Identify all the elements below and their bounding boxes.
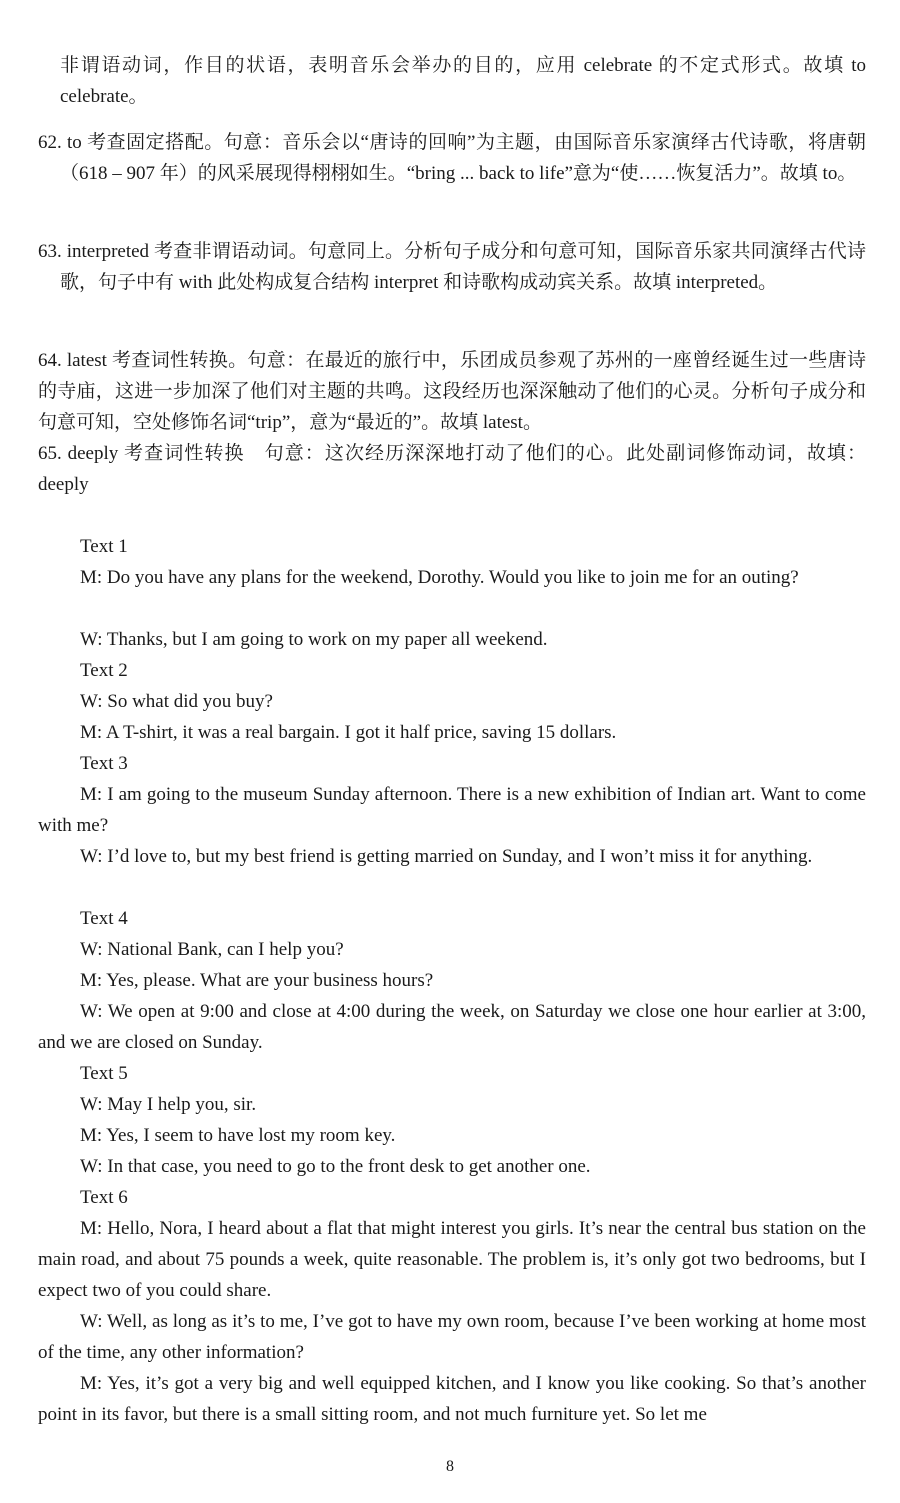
answer-61-continuation: 非谓语动词，作目的状语，表明音乐会举办的目的，应用 celebrate 的不定式形式。故填 to celebrate。 — [60, 55, 866, 107]
text-2-line-2: M: A T-shirt, it was a real bargain. I got it half price, saving 15 dollars. — [80, 722, 617, 743]
text-4-label: Text 4 — [80, 908, 128, 929]
text-5-label: Text 5 — [80, 1063, 128, 1084]
text-2-label: Text 2 — [80, 660, 128, 681]
text-5-line-1: W: May I help you, sir. — [80, 1094, 257, 1115]
text-6-label: Text 6 — [80, 1187, 128, 1208]
text-3-line-2: W: I’d love to, but my best friend is getting married on Sunday, and I won’t miss it for anything. — [80, 846, 813, 867]
text-1-line-1: M: Do you have any plans for the weekend, Dorothy. Would you like to join me for an outing? — [80, 567, 799, 588]
text-1-label: Text 1 — [80, 536, 128, 557]
answer-65: 65. deeply 考查词性转换 句意：这次经历深深地打动了他们的心。此处副词修饰动词，故填：deeply — [38, 443, 866, 495]
text-1-line-2: W: Thanks, but I am going to work on my paper all weekend. — [80, 629, 548, 650]
answer-64: 64. latest 考查词性转换。句意：在最近的旅行中，乐团成员参观了苏州的一座曾经诞生过一些唐诗的寺庙，这进一步加深了他们对主题的共鸣。这段经历也深深触动了他们的心灵。分析句子成分和句意可知，空处修饰名词“trip”，意为“最近的”。故填 latest。 — [38, 350, 866, 433]
text-4-line-2: M: Yes, please. What are your business hours? — [80, 970, 434, 991]
text-4-line-1: W: National Bank, can I help you? — [80, 939, 344, 960]
text-5-line-3: W: In that case, you need to go to the front desk to get another one. — [80, 1156, 591, 1177]
text-2-line-1: W: So what did you buy? — [80, 691, 273, 712]
text-4-line-3: W: We open at 9:00 and close at 4:00 during the week, on Saturday we close one hour earlier at 3:00, and we are closed on Sunday. — [38, 1001, 866, 1053]
text-3-line-1: M: I am going to the museum Sunday afternoon. There is a new exhibition of Indian art. Want to come with me? — [38, 784, 866, 836]
answer-62: 62. to 考查固定搭配。句意：音乐会以“唐诗的回响”为主题，由国际音乐家演绎古代诗歌，将唐朝（618 – 907 年）的风采展现得栩栩如生。“bring ... back to life”意为“使……恢复活力”。故填 to。 — [38, 132, 866, 184]
page-number: 8 — [446, 1458, 454, 1475]
text-5-line-2: M: Yes, I seem to have lost my room key. — [80, 1125, 396, 1146]
text-6-line-1: M: Hello, Nora, I heard about a flat that might interest you girls. It’s near the central bus station on the main road, and about 75 pounds a week, quite reasonable. The problem is, it’s only got two bedrooms, but I expect two of you could share. — [38, 1218, 866, 1301]
text-6-line-3: M: Yes, it’s got a very big and well equipped kitchen, and I know you like cooking. So that’s another point in its favor, but there is a small sitting room, and not much furniture yet. So let me — [38, 1373, 866, 1425]
answer-63: 63. interpreted 考查非谓语动词。句意同上。分析句子成分和句意可知，国际音乐家共同演绎古代诗歌，句子中有 with 此处构成复合结构 interpret 和诗歌构成动宾关系。故填 interpreted。 — [38, 241, 866, 293]
text-6-line-2: W: Well, as long as it’s to me, I’ve got to have my own room, because I’ve been working at home most of the time, any other information? — [38, 1311, 866, 1363]
text-3-label: Text 3 — [80, 753, 128, 774]
